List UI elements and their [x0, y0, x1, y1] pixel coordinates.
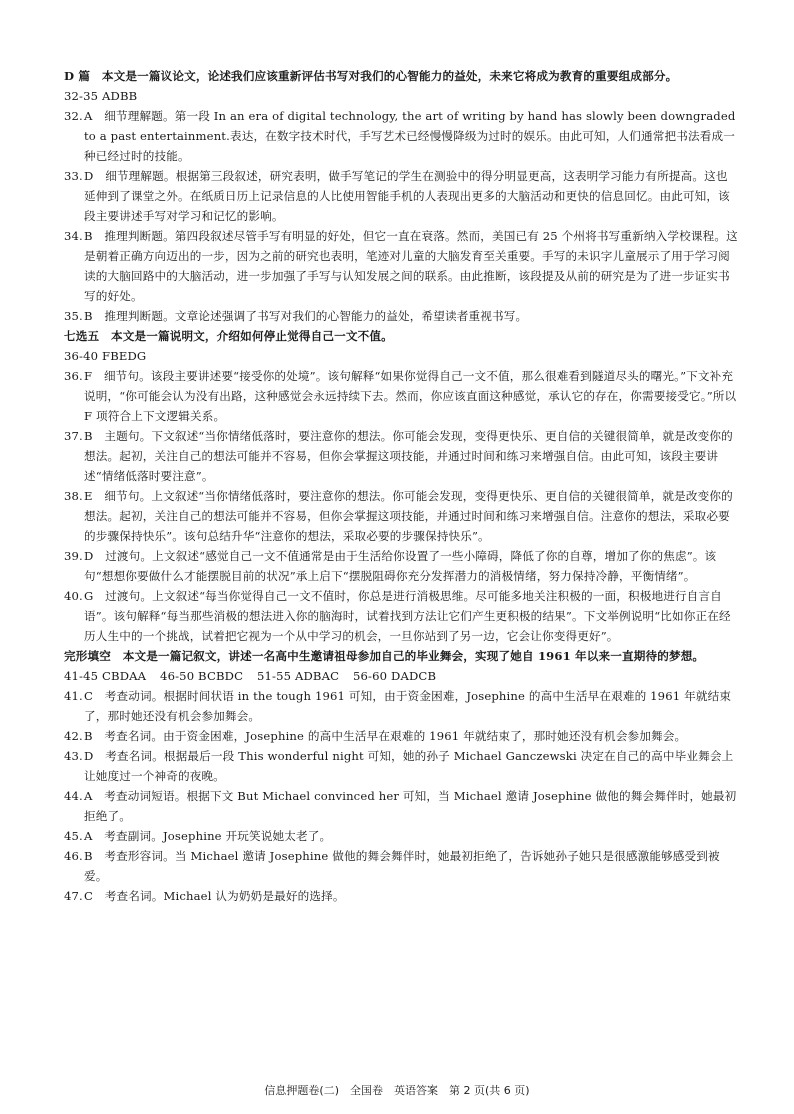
item-explanation: C 考查名词。Michael 认为奶奶是最好的选择。	[84, 889, 345, 903]
item-number: 40.	[64, 589, 83, 603]
item-explanation: B 考查名词。由于资金困难，Josephine 的高中生活早在艰难的 1961 年就结束了，那时她还没有机会参加舞会。	[84, 729, 687, 743]
answer-item-45	[64, 826, 738, 846]
section-seven-five-heading: 七选五 本文是一篇说明文，介绍如何停止觉得自己一文不值。	[64, 329, 393, 343]
item-number: 38.	[64, 489, 83, 503]
answer-item-42	[64, 726, 738, 746]
item-number: 33.	[64, 169, 83, 183]
item-number: 43.	[64, 749, 83, 763]
item-explanation: E 细节句。上文叙述“当你情绪低落时，要注意你的想法。你可能会发现，变得更快乐、更自信的关键很简单，就是改变你的想法。起初，关注自己的想法可能并不容易，但你会掌握这项技能，并通过时间和练习来增强自信。注意你的想法，采取必要的步骤保持快乐”。该句总结升华“注意你的想法，采取必要的步骤保持快乐”。	[84, 489, 733, 543]
answer-group: 51-55 ADBAC	[256, 669, 340, 683]
section-d-heading: D 篇 本文是一篇议论文，论述我们应该重新评估书写对我们的心智能力的益处，未来它将成为教育的重要组成部分。	[64, 69, 678, 83]
item-explanation: B 考查形容词。当 Michael 邀请 Josephine 做他的舞会舞伴时，她最初拒绝了，告诉她孙子她只是很感激能够感受到被爱。	[84, 849, 720, 883]
answer-item-34	[64, 226, 738, 306]
answer-item-44	[64, 786, 738, 826]
answer-item-38	[64, 486, 738, 546]
page-content	[64, 66, 738, 906]
item-explanation: B 推理判断题。文章论述强调了书写对我们的心智能力的益处，希望读者重视书写。	[84, 309, 528, 323]
answer-item-37	[64, 426, 738, 486]
answer-item-33	[64, 166, 738, 226]
item-number: 36.	[64, 369, 83, 383]
answer-item-39	[64, 546, 738, 586]
item-number: 46.	[64, 849, 83, 863]
item-explanation: B 主题句。下文叙述“当你情绪低落时，要注意你的想法。你可能会发现，变得更快乐、更自信的关键很简单，就是改变你的想法。起初，关注自己的想法可能并不容易，但你会掌握这项技能，并通过时间和练习来增强自信。由此可知，该段主要讲述“情绪低落时要注意”。	[84, 429, 733, 483]
item-number: 37.	[64, 429, 83, 443]
answer-item-36	[64, 366, 738, 426]
answer-item-40	[64, 586, 738, 646]
item-explanation: A 考查副词。Josephine 开玩笑说她太老了。	[84, 829, 332, 843]
answer-item-43	[64, 746, 738, 786]
item-number: 45.	[64, 829, 83, 843]
item-explanation: B 推理判断题。第四段叙述尽管手写有明显的好处，但它一直在衰落。然而，美国已有 25 个州将书写重新纳入学校课程。这是朝着正确方向迈出的一步，因为之前的研究也表明，笔迹对儿童的大脑发育至关重要。手写的未识字儿童展示了用于学习阅读的大脑回路中的大脑活动，进一步加强了手写与认知发展之间的联系。由此推断，该段提及从前的研究是为了进一步证实书写的好处。	[84, 229, 738, 303]
page-footer: 信息押题卷(二) 全国卷 英语答案 第 2 页(共 6 页)	[264, 1084, 530, 1097]
item-number: 42.	[64, 729, 83, 743]
section-seven-five-answers: 36-40 FBEDG	[64, 349, 147, 363]
answer-group: 56-60 DADCB	[353, 669, 437, 683]
item-number: 44.	[64, 789, 83, 803]
answer-item-47	[64, 886, 738, 906]
item-explanation: A 细节理解题。第一段 In an era of digital technology, the art of writing by hand has slowly been downgraded to a past entertainment.表达，在数字技术时代，手写艺术已经慢慢降级为过时的娱乐。由此可知，人们通常把书法看成一种已经过时的技能。	[84, 109, 736, 163]
item-explanation: D 细节理解题。根据第三段叙述，研究表明，做手写笔记的学生在测验中的得分明显更高，这表明学习能力有所提高。这也延伸到了课堂之外。在纸质日历上记录信息的人比使用智能手机的人表现出更多的大脑活动和更快的信息回忆。由此可知，该段主要讲述手写对学习和记忆的影响。	[84, 169, 730, 223]
item-explanation: G 过渡句。上文叙述“每当你觉得自己一文不值时，你总是进行消极思维。尽可能多地关注积极的一面，积极地进行自言自语”。该句解释“每当那些消极的想法进入你的脑海时，试着找到方法让它们产生更积极的结果”。下文举例说明“比如你正在经历人生中的一个挑战，试着把它视为一个从中学习的机会，一旦你站到了另一边，它会让你变得更好”。	[84, 589, 731, 643]
item-number: 47.	[64, 889, 83, 903]
item-explanation: A 考查动词短语。根据下文 But Michael convinced her 可知，当 Michael 邀请 Josephine 做他的舞会舞伴时，她最初拒绝了。	[84, 789, 737, 823]
item-number: 35.	[64, 309, 83, 323]
item-number: 34.	[64, 229, 83, 243]
item-explanation: D 考查名词。根据最后一段 This wonderful night 可知，她的孙子 Michael Ganczewski 决定在自己的高中毕业舞会上让她度过一个神奇的夜晚。	[84, 749, 734, 783]
item-number: 32.	[64, 109, 83, 123]
section-d-answers: 32-35 ADBB	[64, 89, 138, 103]
section-cloze-answers	[64, 666, 738, 686]
answer-item-41	[64, 686, 738, 726]
answer-group: 41-45 CBDAA	[64, 669, 147, 683]
item-explanation: F 细节句。该段主要讲述要“接受你的处境”。该句解释“如果你觉得自己一文不值，那么很难看到隧道尽头的曙光。”下文补充说明，“你可能会认为没有出路，这种感觉会永远持续下去。然而，你应该直面这种感觉，承认它的存在，你需要接受它。”所以 F 项符合上下文逻辑关系。	[84, 369, 737, 423]
item-explanation: C 考查动词。根据时间状语 in the tough 1961 可知，由于资金困难，Josephine 的高中生活早在艰难的 1961 年就结束了，那时她还没有机会参加舞会。	[84, 689, 732, 723]
item-explanation: D 过渡句。上文叙述“感觉自己一文不值通常是由于生活给你设置了一些小障碍，降低了你的自尊，增加了你的焦虑”。该句“想想你要做什么才能摆脱目前的状况”承上启下“摆脱阻碍你充分发挥潜力的消极情绪，努力保持冷静，平衡情绪”。	[84, 549, 717, 583]
item-number: 39.	[64, 549, 83, 563]
answer-group: 46-50 BCBDC	[160, 669, 244, 683]
answer-item-32	[64, 106, 738, 166]
section-cloze-heading: 完形填空 本文是一篇记叙文，讲述一名高中生邀请祖母参加自己的毕业舞会，实现了她自 1961 年以来一直期待的梦想。	[64, 649, 705, 663]
item-number: 41.	[64, 689, 83, 703]
answer-item-46	[64, 846, 738, 886]
answer-item-35	[64, 306, 738, 326]
